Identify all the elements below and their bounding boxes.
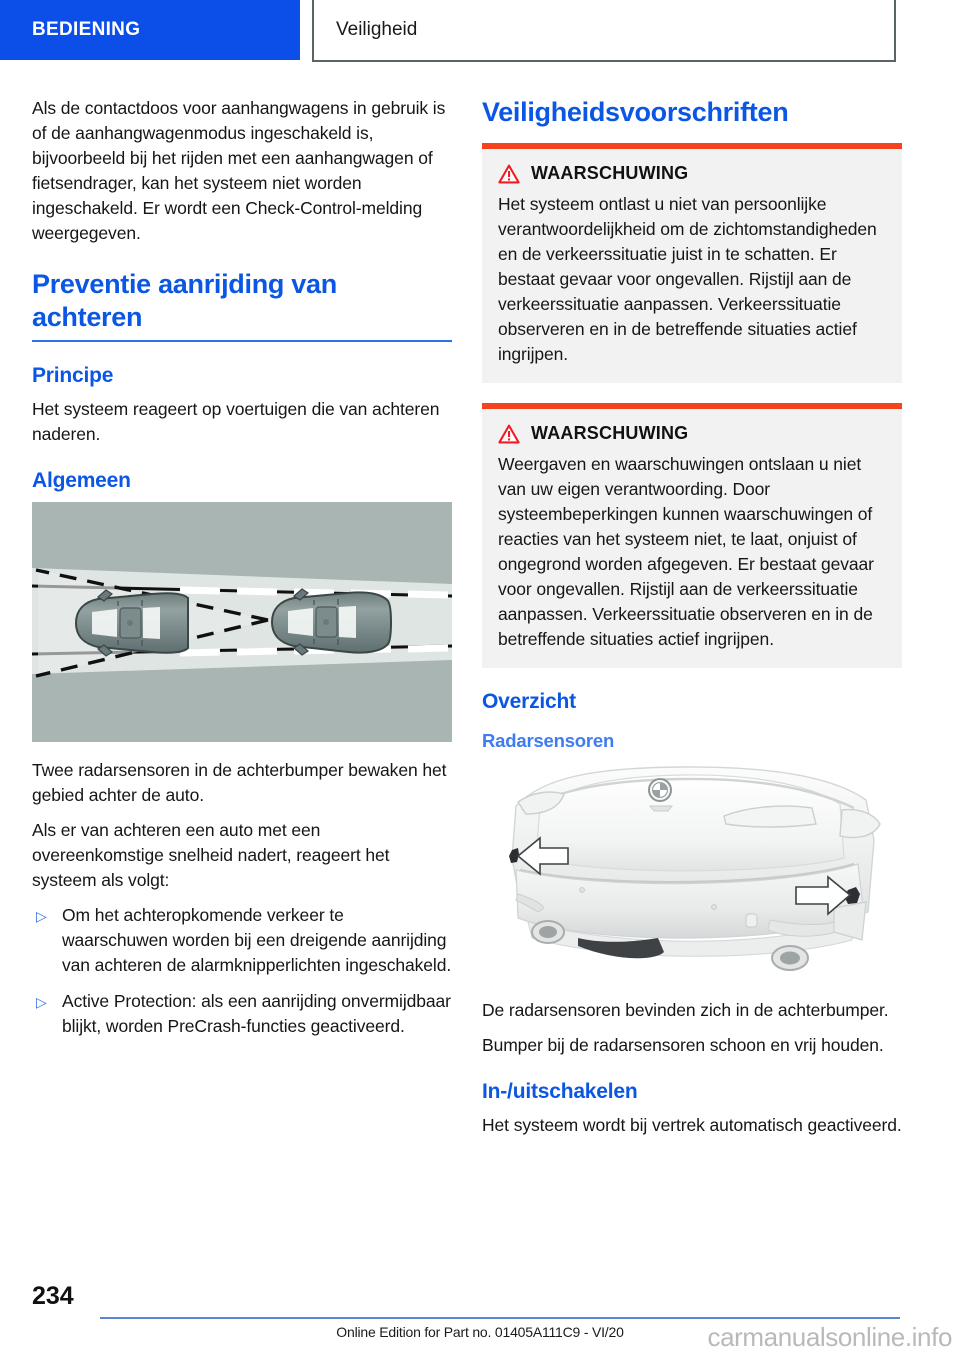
radarsensoren-paragraph-2: Bumper bij de radarsensoren schoon en vrij houden. bbox=[482, 1035, 884, 1055]
algemeen-paragraph-1: Twee radarsensoren in de achterbumper bewaken het gebied achter de auto. bbox=[32, 760, 447, 805]
page-number: 234 bbox=[32, 1282, 74, 1310]
warning-body: Het systeem ontlast u niet van persoonlijke verantwoordelijkheid om de zichtomstandigheden en de verkeerssituatie juist in te schatten. Er bestaat gevaar voor ongevallen. Rijstijl aan de verkeerssituatie aanpassen. Verkeerssituatie observeren en in de betreffende situaties actief ingrijpen. bbox=[498, 194, 877, 364]
warning-triangle-icon bbox=[498, 424, 520, 444]
section-tab[interactable] bbox=[312, 0, 896, 62]
chapter-heading: Preventie aanrijding van achteren bbox=[32, 268, 452, 342]
algemeen-paragraph-2: Als er van achteren een auto met een overeenkomstige snelheid nadert, reageert het systeem als volgt: bbox=[32, 820, 390, 890]
warning-title: WAARSCHUWING bbox=[531, 163, 689, 183]
algemeen-bullet-list bbox=[32, 903, 452, 1039]
radarsensoren-paragraph-1: De radarsensoren bevinden zich in de achterbumper. bbox=[482, 1000, 889, 1020]
in-uitschakelen-text: Het systeem wordt bij vertrek automatisch geactiveerd. bbox=[482, 1115, 902, 1135]
bmw-logo bbox=[649, 779, 671, 801]
principe-text: Het systeem reageert op voertuigen die van achteren naderen. bbox=[32, 399, 440, 444]
list-item bbox=[32, 989, 452, 1039]
list-item-label: Om het achteropkomende verkeer te waarschuwen worden bij een dreigende aanrijding van achteren de alarmknipperlichten ingeschakeld. bbox=[62, 905, 452, 975]
list-item bbox=[32, 903, 452, 978]
warning-title: WAARSCHUWING bbox=[531, 423, 689, 443]
section-heading-principe: Principe bbox=[32, 364, 114, 387]
intro-paragraph: Als de contactdoos voor aanhangwagens in gebruik is of de aanhangwagenmodus ingeschakeld is, bijvoorbeeld bij het rijden met een aanhangwagen of fietsendrager, kan het systeem niet worden ingeschakeld. Er wordt een Check-Control-melding weergegeven. bbox=[32, 98, 446, 243]
section-heading-in-uitschakelen: In-/uitschakelen bbox=[482, 1080, 638, 1103]
edition-notice: Online Edition for Part no. 01405A111C9 - VI/20 bbox=[336, 1324, 624, 1340]
page-footer bbox=[0, 1272, 960, 1362]
warning-box bbox=[482, 143, 902, 383]
following-car-top-view bbox=[272, 589, 391, 655]
top-down-radar-detection-illustration bbox=[32, 502, 452, 742]
triangle-bullet-icon: ▷ bbox=[36, 908, 47, 924]
warning-triangle-icon bbox=[498, 164, 520, 184]
safety-heading: Veiligheidsvoorschriften bbox=[482, 97, 789, 127]
warning-header bbox=[498, 163, 886, 184]
chapter-tab-label: BEDIENING bbox=[32, 19, 141, 40]
triangle-bullet-icon: ▷ bbox=[36, 994, 47, 1010]
chapter-tab[interactable] bbox=[0, 0, 300, 60]
page-header bbox=[0, 0, 960, 66]
bmw-rear-bumper-radar-sensor-photo bbox=[482, 762, 902, 984]
footer-divider bbox=[100, 1317, 900, 1319]
subsection-heading-radarsensoren: Radarsensoren bbox=[482, 730, 615, 751]
section-tab-label: Veiligheid bbox=[336, 19, 418, 40]
section-heading-algemeen: Algemeen bbox=[32, 469, 131, 492]
warning-header bbox=[498, 423, 886, 444]
list-item-label: Active Protection: als een aanrijding onvermijdbaar blijkt, worden PreCrash-functies geactiveerd. bbox=[62, 991, 451, 1036]
warning-box bbox=[482, 403, 902, 668]
right-column bbox=[482, 96, 902, 1152]
site-watermark: carmanualsonline.info bbox=[707, 1322, 952, 1352]
left-column bbox=[32, 96, 452, 1050]
warning-body: Weergaven en waarschuwingen ontslaan u niet van uw eigen verantwoording. Door systeembeperkingen kunnen waarschuwingen of reacties van het systeem niet, te laat, onjuist of ongegrond worden afgegeven. Er bestaat gevaar voor ongevallen. Rijstijl aan de verkeerssituatie aanpassen. Verkeerssituatie observeren en in de betreffende situaties actief ingrijpen. bbox=[498, 454, 874, 649]
front-car-top-view bbox=[76, 590, 188, 656]
section-heading-overzicht: Overzicht bbox=[482, 690, 576, 713]
